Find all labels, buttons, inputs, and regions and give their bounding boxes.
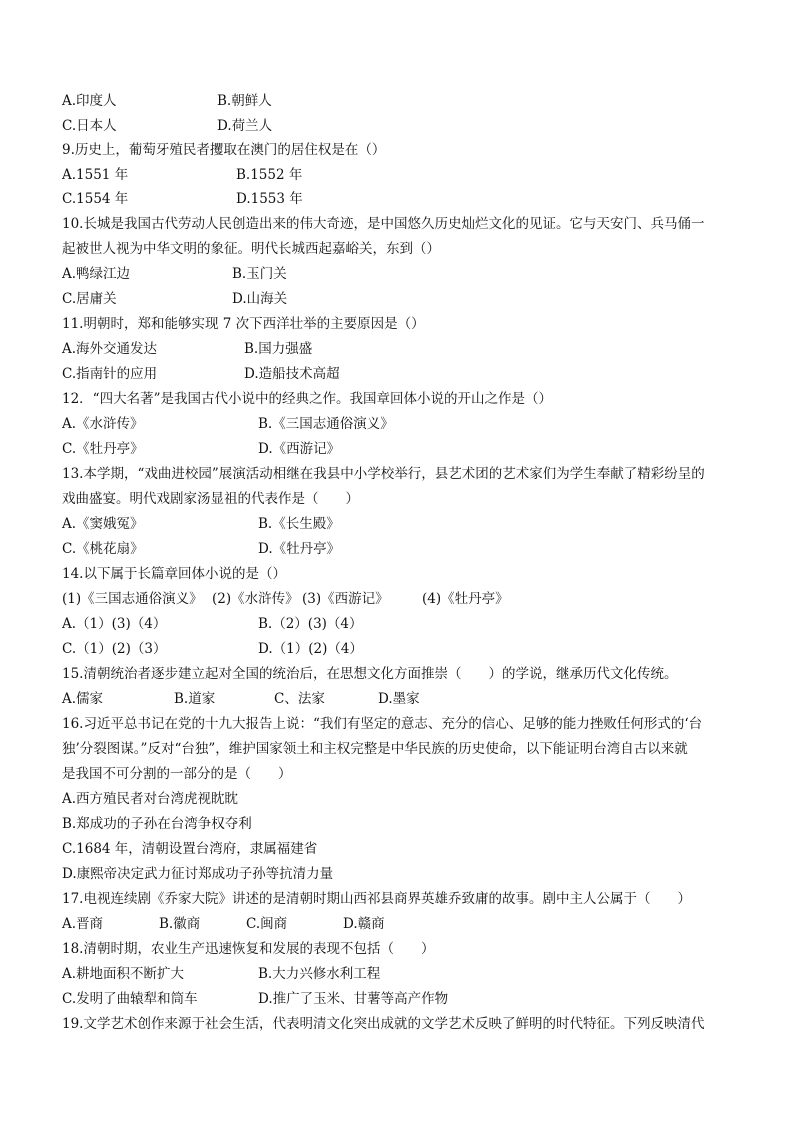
q13-option-b: B.《长生殿》 [258, 516, 340, 532]
q14-stem: 14.以下属于长篇章回体小说的是（） [62, 566, 286, 582]
q9-option-c: C.1554 年 [62, 191, 129, 207]
q18-stem: 18.清朝时期，农业生产迅速恢复和发展的表现不包括（ ） [62, 941, 435, 957]
q18-option-c: C.发明了曲辕犁和筒车 [62, 991, 198, 1007]
q11-stem: 11.明朝时，郑和能够实现 7 次下西洋壮举的主要原因是（） [62, 316, 425, 332]
q17-option-d: D.赣商 [343, 916, 385, 932]
q11-option-c: C.指南针的应用 [62, 366, 158, 382]
q14-option-d: D.（1）(2)（4） [258, 641, 363, 657]
q18-option-d: D.推广了玉米、甘薯等高产作物 [258, 991, 449, 1007]
q11-option-d: D.造船技术高超 [244, 366, 340, 382]
q11-option-b: B.国力强盛 [244, 341, 313, 357]
q16-stem-line-1: 16.习近平总书记在党的十九大报告上说：“我们有坚定的意志、充分的信心、足够的能力挫败任何形式的‘台 [62, 716, 703, 732]
q9-option-a: A.1551 年 [62, 167, 129, 183]
q13-stem-line-2: 戏曲盛宴。明代戏剧家汤显祖的代表作是（ ） [62, 491, 359, 507]
q18-option-b: B.大力兴修水利工程 [258, 966, 381, 982]
q15-option-c: C、法家 [274, 691, 325, 707]
q10-option-a: A.鸭绿江边 [62, 266, 131, 282]
q14-item-1: (1)《三国志通俗演义》 [62, 591, 203, 607]
q9-stem: 9.历史上，葡萄牙殖民者攫取在澳门的居住权是在（） [62, 142, 386, 158]
q10-stem-line-1: 10.长城是我国古代劳动人民创造出来的伟大奇迹，是中国悠久历史灿烂文化的见证。它与天安门、兵马俑一 [62, 216, 705, 232]
q8-option-a: A.印度人 [62, 93, 117, 109]
q14-item-3: (3)《西游记》 [302, 591, 389, 607]
q19-stem: 19.文学艺术创作来源于社会生活，代表明清文化突出成就的文学艺术反映了鲜明的时代特征。下列反映清代 [62, 1016, 705, 1032]
q17-stem: 17.电视连续剧《乔家大院》讲述的是清朝时期山西祁县商界英雄乔致庸的故事。剧中主人公属于（ ） [62, 891, 691, 907]
q14-option-a: A.（1）(3)（4） [62, 616, 167, 632]
q15-option-b: B.道家 [174, 691, 216, 707]
q17-option-a: A.晋商 [62, 916, 104, 932]
q16-option-d: D.康熙帝决定武力征讨郑成功子孙等抗清力量 [62, 866, 334, 882]
q12-option-b: B.《三国志通俗演义》 [258, 416, 394, 432]
q13-option-c: C.《桃花扇》 [62, 541, 144, 557]
q17-option-b: B.徽商 [159, 916, 201, 932]
q10-option-d: D.山海关 [232, 291, 288, 307]
q13-stem-line-1: 13.本学期，“戏曲进校园”展演活动相继在我县中小学校举行，县艺术团的艺术家们为学生奉献了精彩纷呈的 [62, 466, 705, 482]
q16-option-a: A.西方殖民者对台湾虎视眈眈 [62, 791, 239, 807]
q16-stem-line-3: 是我国不可分割的一部分的是（ ） [62, 766, 292, 782]
q12-option-c: C.《牡丹亭》 [62, 441, 144, 457]
q8-option-d: D.荷兰人 [217, 118, 273, 134]
q15-stem: 15.清朝统治者逐步建立起对全国的统治后，在思想文化方面推崇（ ）的学说，继承历代文化传统。 [62, 666, 678, 682]
q13-option-d: D.《牡丹亭》 [258, 541, 341, 557]
q14-item-4: (4)《牡丹亭》 [422, 591, 509, 607]
q16-option-c: C.1684 年，清朝设置台湾府，隶属福建省 [62, 841, 318, 857]
q14-option-c: C.（1）(2)（3） [62, 641, 167, 657]
q16-option-b: B.郑成功的子孙在台湾争权夺利 [62, 816, 252, 832]
q14-option-b: B.（2）(3)（4） [258, 616, 363, 632]
q9-option-b: B.1552 年 [236, 167, 303, 183]
q12-option-a: A.《水浒传》 [62, 416, 144, 432]
q11-option-a: A.海外交通发达 [62, 341, 158, 357]
q10-option-c: C.居庸关 [62, 291, 117, 307]
q16-stem-line-2: 独’分裂图谋。”反对“台独”，维护国家领土和主权完整是中华民族的历史使命，以下能证明台湾自古以来就 [62, 741, 688, 757]
q8-option-b: B.朝鲜人 [217, 93, 272, 109]
q9-option-d: D.1553 年 [236, 191, 303, 207]
q12-option-d: D.《西游记》 [258, 441, 341, 457]
q17-option-c: C.闽商 [246, 916, 288, 932]
q18-option-a: A.耕地面积不断扩大 [62, 966, 185, 982]
q15-option-a: A.儒家 [62, 691, 104, 707]
q8-option-c: C.日本人 [62, 118, 117, 134]
q10-stem-line-2: 起被世人视为中华文明的象征。明代长城西起嘉峪关，东到（） [62, 241, 440, 257]
q12-stem: 12．“四大名著”是我国古代小说中的经典之作。我国章回体小说的开山之作是（） [62, 391, 552, 407]
q10-option-b: B.玉门关 [232, 266, 287, 282]
q13-option-a: A.《窦娥冤》 [62, 516, 144, 532]
q14-item-2: (2)《水浒传》 [212, 591, 299, 607]
q15-option-d: D.墨家 [378, 691, 420, 707]
